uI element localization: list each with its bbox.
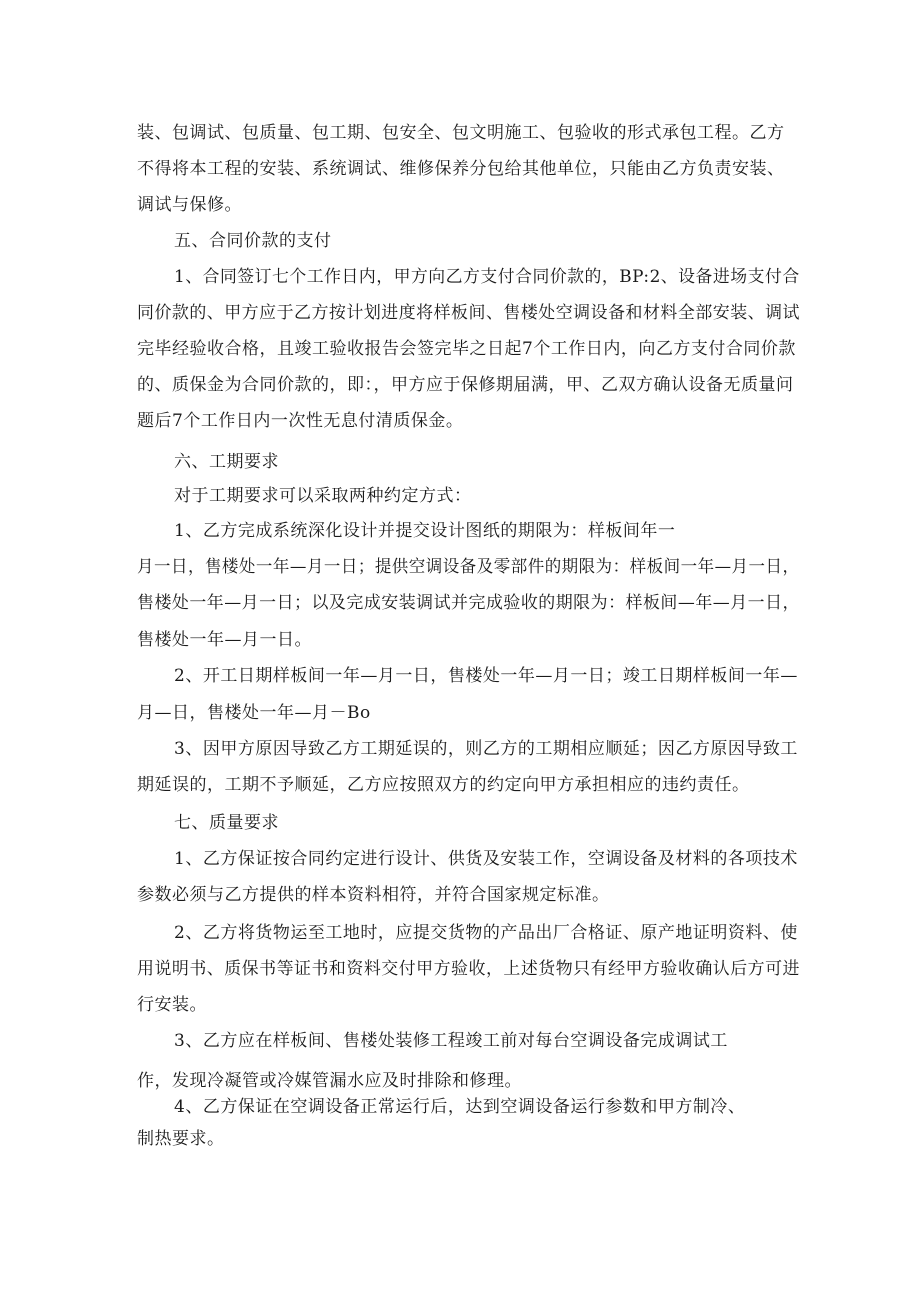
section-heading: 五、合同价款的支付 xyxy=(174,231,332,251)
text-line: 完毕经验收合格，且竣工验收报告会签完毕之日起7个工作日内，向乙方支付合同价款 xyxy=(137,339,796,359)
text-line: 4、乙方保证在空调设备正常运行后，达到空调设备运行参数和甲方制冷、 xyxy=(174,1097,746,1117)
text-line: 调试与保修。 xyxy=(137,195,242,215)
section-heading: 六、工期要求 xyxy=(174,452,279,472)
text-line: 题后7个工作日内一次性无息付清质保金。 xyxy=(137,411,464,431)
text-line: 期延误的，工期不予顺延，乙方应按照双方的约定向甲方承担相应的违约责任。 xyxy=(137,775,750,795)
text-line: 3、乙方应在样板间、售楼处装修工程竣工前对每台空调设备完成调试工 xyxy=(174,1031,728,1051)
text-line: 作，发现冷凝管或冷媒管漏水应及时排除和修理。 xyxy=(137,1071,522,1091)
text-line: 月—日，售楼处一年—月－Bo xyxy=(137,703,371,723)
text-line: 用说明书、质保书等证书和资料交付甲方验收，上述货物只有经甲方验收确认后方可进 xyxy=(137,959,801,979)
text-line: 1、合同签订七个工作日内，甲方向乙方支付合同价款的，BP:2、设备进场支付合 xyxy=(174,267,800,287)
text-line: 售楼处一年—月一日。 xyxy=(137,630,312,650)
text-line: 行安装。 xyxy=(137,995,207,1015)
text-line: 对于工期要求可以采取两种约定方式： xyxy=(174,486,472,506)
section-heading: 七、质量要求 xyxy=(174,813,279,833)
text-line: 制热要求。 xyxy=(137,1129,225,1149)
text-line: 装、包调试、包质量、包工期、包安全、包文明施工、包验收的形式承包工程。乙方 xyxy=(137,123,785,143)
text-line: 月一日，售楼处一年—月一日；提供空调设备及零部件的期限为：样板间一年—月一日， xyxy=(137,557,800,577)
text-line: 的、质保金为合同价款的，即：，甲方应于保修期届满，甲、乙双方确认设备无质量问 xyxy=(137,375,794,395)
text-line: 2、开工日期样板间一年—月一日，售楼处一年—月一日；竣工日期样板间一年— xyxy=(174,666,798,686)
text-line: 不得将本工程的安装、系统调试、维修保养分包给其他单位，只能由乙方负责安装、 xyxy=(137,159,785,179)
text-line: 同价款的、甲方应于乙方按计划进度将样板间、售楼处空调设备和材料全部安装、调试 xyxy=(137,303,801,323)
text-line: 1、乙方保证按合同约定进行设计、供货及安装工作，空调设备及材料的各项技术 xyxy=(174,849,798,869)
text-line: 售楼处一年—月一日；以及完成安装调试并完成验收的期限为：样板间—年—月一日， xyxy=(137,593,801,613)
text-line: 2、乙方将货物运至工地时，应提交货物的产品出厂合格证、原产地证明资料、使 xyxy=(174,923,798,943)
text-line: 3、因甲方原因导致乙方工期延误的，则乙方的工期相应顺延；因乙方原因导致工 xyxy=(174,739,798,759)
text-line: 参数必须与乙方提供的样本资料相符，并符合国家规定标准。 xyxy=(137,885,610,905)
text-line: 1、乙方完成系统深化设计并提交设计图纸的期限为：样板间年一 xyxy=(174,521,676,541)
